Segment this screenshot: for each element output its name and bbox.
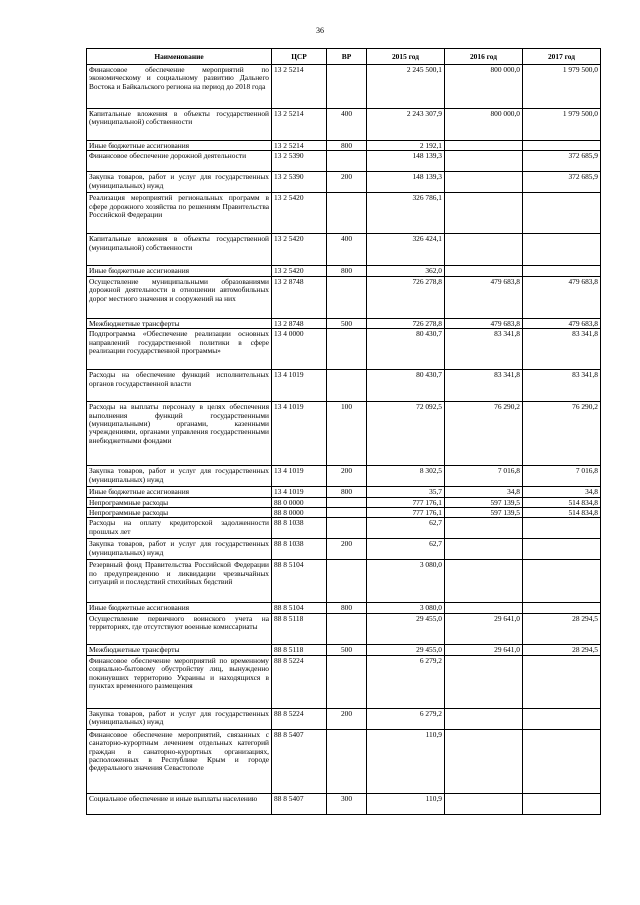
row-2015: 29 455,0 [367, 644, 445, 655]
table-row [87, 276, 601, 318]
row-csr: 88 8 5118 [272, 644, 327, 655]
row-name: Подпрограмма «Обеспечение реализации основных направлений государственной политики в сфере реализации государственной программы» [87, 329, 272, 370]
row-2015: 6 279,2 [367, 708, 445, 729]
row-2017: 479 683,8 [523, 318, 601, 328]
row-2016 [445, 172, 523, 193]
row-2015: 29 455,0 [367, 613, 445, 644]
row-2016 [445, 539, 523, 560]
row-2017 [523, 193, 601, 234]
row-2016 [445, 266, 523, 276]
row-2016 [445, 560, 523, 603]
row-2017: 7 016,8 [523, 466, 601, 487]
table-row [87, 603, 601, 613]
row-vr: 500 [327, 644, 367, 655]
row-csr: 88 8 5407 [272, 793, 327, 814]
row-2017: 34,8 [523, 487, 601, 497]
table-row [87, 172, 601, 193]
row-2015: 2 245 500,1 [367, 65, 445, 109]
row-vr: 200 [327, 172, 367, 193]
row-csr: 88 8 5104 [272, 603, 327, 613]
row-name: Непрограммные расходы [87, 497, 272, 507]
row-2016 [445, 603, 523, 613]
row-2017: 83 341,8 [523, 370, 601, 402]
row-2015: 726 278,8 [367, 276, 445, 318]
row-2015: 110,9 [367, 793, 445, 814]
row-csr: 13 2 5390 [272, 151, 327, 172]
row-2017 [523, 539, 601, 560]
row-csr: 13 2 5390 [272, 172, 327, 193]
row-2016 [445, 234, 523, 266]
row-2015: 326 786,1 [367, 193, 445, 234]
table-row [87, 109, 601, 141]
row-csr: 88 8 5224 [272, 655, 327, 708]
row-2016: 597 139,5 [445, 497, 523, 507]
row-2015: 3 080,0 [367, 603, 445, 613]
row-2016: 800 000,0 [445, 109, 523, 141]
row-2015: 2 243 307,9 [367, 109, 445, 141]
row-vr: 800 [327, 603, 367, 613]
table-row [87, 329, 601, 370]
row-name: Финансовое обеспечение дорожной деятельности [87, 151, 272, 172]
budget-table [86, 48, 601, 815]
row-2017: 372 685,9 [523, 172, 601, 193]
row-2016: 83 341,8 [445, 329, 523, 370]
row-vr [327, 729, 367, 793]
row-name: Закупка товаров, работ и услуг для государственных (муниципальных) нужд [87, 466, 272, 487]
table-row [87, 518, 601, 539]
row-2015: 362,0 [367, 266, 445, 276]
row-2015: 80 430,7 [367, 329, 445, 370]
table-row [87, 370, 601, 402]
row-2015: 2 192,1 [367, 141, 445, 151]
row-vr: 800 [327, 141, 367, 151]
table-row [87, 729, 601, 793]
row-2016: 29 641,0 [445, 644, 523, 655]
table-body [87, 65, 601, 815]
table-row [87, 539, 601, 560]
row-vr [327, 65, 367, 109]
row-2017: 514 834,8 [523, 497, 601, 507]
header-name: Наименование [87, 49, 272, 65]
row-csr: 13 4 1019 [272, 466, 327, 487]
row-2016 [445, 141, 523, 151]
row-csr: 88 8 1038 [272, 518, 327, 539]
row-vr: 800 [327, 487, 367, 497]
row-2017: 28 294,5 [523, 613, 601, 644]
row-csr: 88 8 5407 [272, 729, 327, 793]
row-2017: 479 683,8 [523, 276, 601, 318]
row-vr: 400 [327, 109, 367, 141]
row-vr: 200 [327, 539, 367, 560]
row-vr [327, 329, 367, 370]
table-row [87, 644, 601, 655]
row-name: Непрограммные расходы [87, 508, 272, 518]
row-2015: 80 430,7 [367, 370, 445, 402]
row-2016: 34,8 [445, 487, 523, 497]
row-vr: 400 [327, 234, 367, 266]
row-csr: 13 2 5420 [272, 266, 327, 276]
row-csr: 88 0 0000 [272, 497, 327, 507]
row-2017 [523, 266, 601, 276]
row-csr: 13 4 0000 [272, 329, 327, 370]
row-name: Финансовое обеспечение мероприятий по экономическому и социальному развитию Дальнего Востока и Байкальского региона на период до 2018 года [87, 65, 272, 109]
row-2015: 726 278,8 [367, 318, 445, 328]
row-2016: 479 683,8 [445, 318, 523, 328]
row-2017 [523, 560, 601, 603]
row-2017 [523, 603, 601, 613]
row-2017 [523, 234, 601, 266]
row-2015: 3 080,0 [367, 560, 445, 603]
row-name: Реализация мероприятий региональных программ в сфере дорожного хозяйства по решениям Правительства Российской Федерации [87, 193, 272, 234]
table-row [87, 708, 601, 729]
row-2016: 7 016,8 [445, 466, 523, 487]
row-csr: 13 2 5214 [272, 65, 327, 109]
table-row [87, 402, 601, 466]
table-row [87, 487, 601, 497]
row-2015: 8 302,5 [367, 466, 445, 487]
header-csr: ЦСР [272, 49, 327, 65]
row-2015: 72 092,5 [367, 402, 445, 466]
row-2015: 148 139,3 [367, 151, 445, 172]
row-2017 [523, 655, 601, 708]
row-csr: 13 4 1019 [272, 370, 327, 402]
row-name: Капитальные вложения в объекты государственной (муниципальной) собственности [87, 234, 272, 266]
row-name: Межбюджетные трансферты [87, 644, 272, 655]
row-2016 [445, 793, 523, 814]
row-2017: 1 979 500,0 [523, 109, 601, 141]
row-name: Иные бюджетные ассигнования [87, 603, 272, 613]
table-row [87, 234, 601, 266]
row-name: Социальное обеспечение и иные выплаты населению [87, 793, 272, 814]
row-2016 [445, 655, 523, 708]
page-number: 36 [316, 26, 324, 35]
table-row [87, 793, 601, 814]
row-vr [327, 508, 367, 518]
row-csr: 13 4 1019 [272, 487, 327, 497]
row-name: Расходы на оплату кредиторской задолженности прошлых лет [87, 518, 272, 539]
row-vr [327, 497, 367, 507]
row-csr: 88 8 1038 [272, 539, 327, 560]
row-2015: 6 279,2 [367, 655, 445, 708]
row-vr [327, 193, 367, 234]
row-2016 [445, 518, 523, 539]
header-2017: 2017 год [523, 49, 601, 65]
row-2016: 597 139,5 [445, 508, 523, 518]
row-csr: 13 2 5214 [272, 109, 327, 141]
row-2017 [523, 141, 601, 151]
row-name: Иные бюджетные ассигнования [87, 266, 272, 276]
row-2017 [523, 793, 601, 814]
row-vr [327, 613, 367, 644]
row-vr [327, 655, 367, 708]
row-2016 [445, 151, 523, 172]
row-name: Иные бюджетные ассигнования [87, 487, 272, 497]
row-name: Капитальные вложения в объекты государственной (муниципальной) собственности [87, 109, 272, 141]
row-csr: 13 2 5420 [272, 234, 327, 266]
row-2015: 62,7 [367, 518, 445, 539]
header-2016: 2016 год [445, 49, 523, 65]
row-vr [327, 370, 367, 402]
row-vr: 500 [327, 318, 367, 328]
row-name: Закупка товаров, работ и услуг для государственных (муниципальных) нужд [87, 708, 272, 729]
row-2016 [445, 193, 523, 234]
row-2016: 479 683,8 [445, 276, 523, 318]
row-csr: 88 8 5224 [272, 708, 327, 729]
row-vr: 200 [327, 466, 367, 487]
row-name: Финансовое обеспечение мероприятий по временному социально-бытовому обустройству лиц, вынужденно покинувших территорию Украины и находящихся в пунктах временного размещения [87, 655, 272, 708]
row-2017: 28 294,5 [523, 644, 601, 655]
table-row [87, 508, 601, 518]
table-row [87, 151, 601, 172]
row-name: Закупка товаров, работ и услуг для государственных (муниципальных) нужд [87, 539, 272, 560]
table-row [87, 318, 601, 328]
row-name: Резервный фонд Правительства Российской Федерации по предупреждению и ликвидации чрезвычайных ситуаций и последствий стихийных бедствий [87, 560, 272, 603]
row-2015: 777 176,1 [367, 497, 445, 507]
table-row [87, 655, 601, 708]
table-row [87, 497, 601, 507]
row-vr: 100 [327, 402, 367, 466]
table-row [87, 141, 601, 151]
row-name: Иные бюджетные ассигнования [87, 141, 272, 151]
table-row [87, 266, 601, 276]
row-2016: 76 290,2 [445, 402, 523, 466]
row-vr: 300 [327, 793, 367, 814]
table-row [87, 65, 601, 109]
row-2015: 148 139,3 [367, 172, 445, 193]
row-csr: 13 4 1019 [272, 402, 327, 466]
row-csr: 88 8 0000 [272, 508, 327, 518]
header-vr: ВР [327, 49, 367, 65]
row-name: Расходы на обеспечение функций исполнительных органов государственной власти [87, 370, 272, 402]
row-2017 [523, 729, 601, 793]
row-2017: 76 290,2 [523, 402, 601, 466]
row-2015: 326 424,1 [367, 234, 445, 266]
row-name: Финансовое обеспечение мероприятий, связанных с санаторно-курортным лечением отдельных категорий граждан в санаторно-курортных организациях, расположенных в Республике Крым и городе федерального значения Севастополе [87, 729, 272, 793]
row-name: Межбюджетные трансферты [87, 318, 272, 328]
row-vr [327, 518, 367, 539]
row-2015: 35,7 [367, 487, 445, 497]
row-2017: 372 685,9 [523, 151, 601, 172]
header-2015: 2015 год [367, 49, 445, 65]
row-vr [327, 151, 367, 172]
row-vr [327, 276, 367, 318]
row-2016: 83 341,8 [445, 370, 523, 402]
row-2017 [523, 518, 601, 539]
row-csr: 13 2 8748 [272, 318, 327, 328]
table-header-row [87, 49, 601, 65]
table-row [87, 613, 601, 644]
row-csr: 13 2 5420 [272, 193, 327, 234]
row-csr: 88 8 5104 [272, 560, 327, 603]
row-2016 [445, 729, 523, 793]
row-name: Осуществление муниципальными образованиями дорожной деятельности в отношении автомобильных дорог местного значения и сооружений на них [87, 276, 272, 318]
row-csr: 88 8 5118 [272, 613, 327, 644]
row-2015: 777 176,1 [367, 508, 445, 518]
row-2015: 110,9 [367, 729, 445, 793]
row-2017: 83 341,8 [523, 329, 601, 370]
row-2015: 62,7 [367, 539, 445, 560]
row-2017 [523, 708, 601, 729]
row-name: Осуществление первичного воинского учета на территориях, где отсутствуют военные комиссариаты [87, 613, 272, 644]
row-2016: 29 641,0 [445, 613, 523, 644]
row-vr: 800 [327, 266, 367, 276]
row-2016: 800 000,0 [445, 65, 523, 109]
table-row [87, 560, 601, 603]
row-2017: 514 834,8 [523, 508, 601, 518]
row-csr: 13 2 5214 [272, 141, 327, 151]
row-2016 [445, 708, 523, 729]
row-2017: 1 979 500,0 [523, 65, 601, 109]
row-csr: 13 2 8748 [272, 276, 327, 318]
table-row [87, 193, 601, 234]
row-name: Расходы на выплаты персоналу в целях обеспечения выполнения функций государственными (муниципальными) органами, казенными учреждениями, органами управления государственными внебюджетными фондами [87, 402, 272, 466]
row-vr: 200 [327, 708, 367, 729]
row-name: Закупка товаров, работ и услуг для государственных (муниципальных) нужд [87, 172, 272, 193]
table-row [87, 466, 601, 487]
row-vr [327, 560, 367, 603]
